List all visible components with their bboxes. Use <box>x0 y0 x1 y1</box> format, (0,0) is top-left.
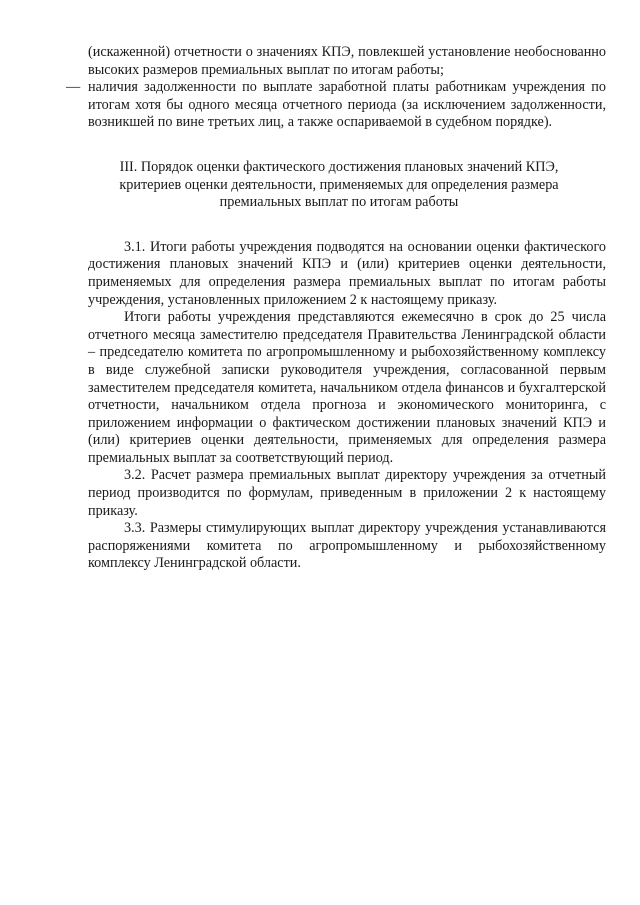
continuation-paragraph: (искаженной) отчетности о значениях КПЭ, повлекшей установление необоснованно высоких размеров премиальных выплат по итогам работы; <box>88 44 606 78</box>
section-heading-line-3: премиальных выплат по итогам работы <box>219 194 459 211</box>
list-item <box>66 79 606 132</box>
paragraph-3-1-results: Итоги работы учреждения представляются ежемесячно в срок до 25 числа отчетного месяца заместителю председателя Правительства Ленинградской области – председателю комитета по агропромышленному и рыбохозяйственному комплексу в виде служебной записки руководителя учреждения, согласованной первым заместителем председателя комитета, начальником отдела финансов и бухгалтерской отчетности, начальником отдела прогноза и экономического мониторинга, с приложением информации о фактическом достижении плановых значений КПЭ и (или) критериев оценки деятельности, применяемых для определения размера премиальных выплат за соответствующий период. <box>88 309 606 466</box>
section-heading-line-1: III. Порядок оценки фактического достижения плановых значений КПЭ, <box>119 158 559 175</box>
paragraph-3-3: 3.3. Размеры стимулирующих выплат директору учреждения устанавливаются распоряжениями комитета по агропромышленному и рыбохозяйственному комплексу Ленинградской области. <box>88 520 606 572</box>
paragraph-3-2: 3.2. Расчет размера премиальных выплат директору учреждения за отчетный период производится по формулам, приведенным в приложении 2 к настоящему приказу. <box>88 467 606 519</box>
paragraph-3-1: 3.1. Итоги работы учреждения подводятся на основании оценки фактического достижения плановых значений КПЭ и (или) критериев оценки деятельности, применяемых для определения размера премиальных выплат по итогам работы учреждения, установленных приложением 2 к настоящему приказу. <box>88 238 606 308</box>
section-heading-line-2: критериев оценки деятельности, применяемых для определения размера <box>119 176 559 193</box>
list-marker: — <box>66 79 81 96</box>
list-item-text: наличия задолженности по выплате заработной платы работникам учреждения по итогам хотя бы одного месяца отчетного периода (за исключением задолженности, возникшей по вине третьих лиц, а также оспариваемой в судебном порядке). <box>88 79 606 131</box>
section-heading <box>88 159 606 212</box>
